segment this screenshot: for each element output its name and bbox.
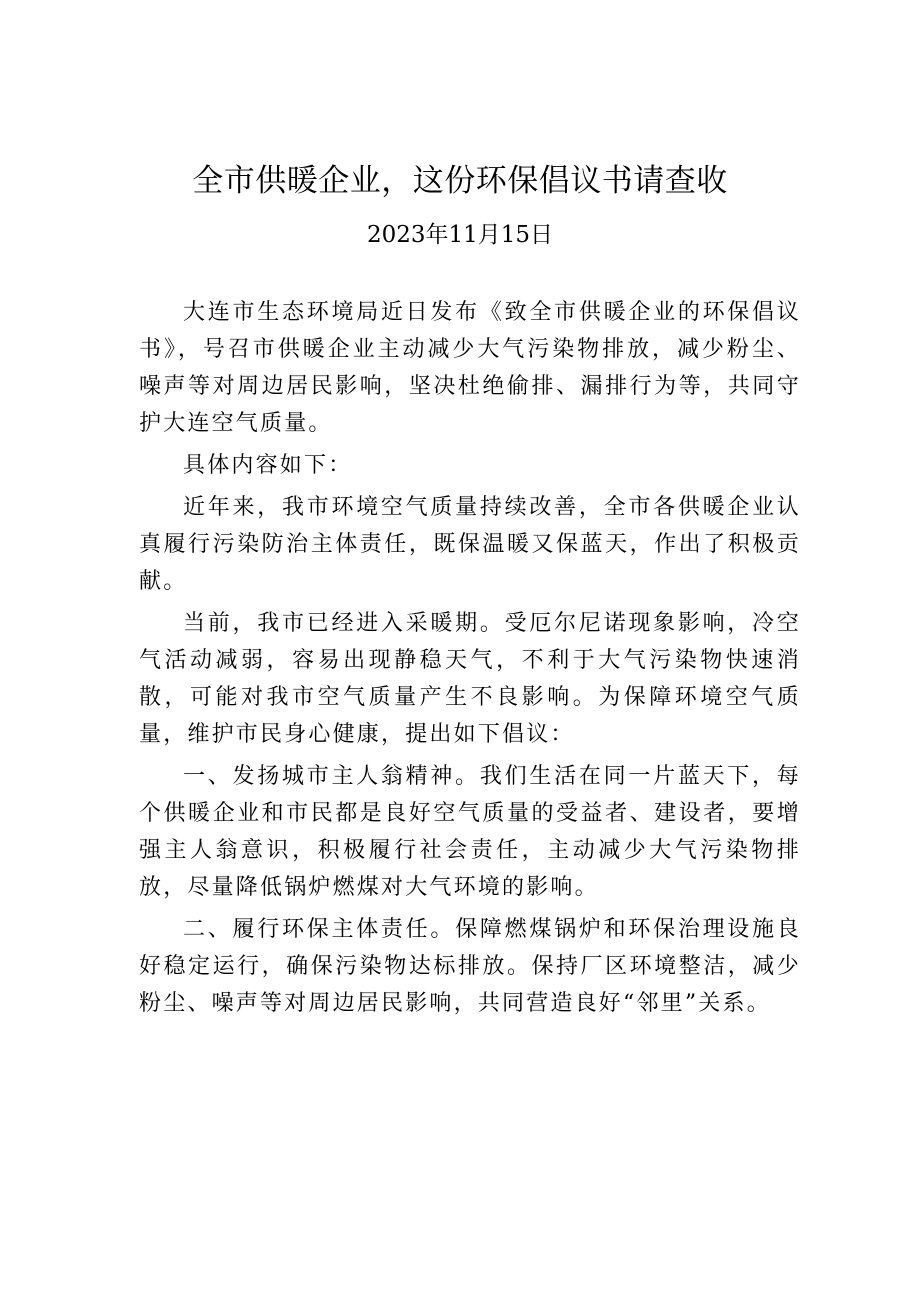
paragraph-current-situation: 当前，我市已经进入采暖期。受厄尔尼诺现象影响，冷空气活动减弱，容易出现静稳天气，不利于大气污染物快速消散，可能对我市空气质量产生不良影响。为保障环境空气质量，维护市民身心健康，提出如下倡议： [139,611,801,747]
paragraph-content-heading: 具体内容如下： [183,453,353,478]
paragraph-initiative-2: 二、履行环保主体责任。保障燃煤锅炉和环保治理设施良好稳定运行，确保污染物达标排放。保持厂区环境整洁，减少粉尘、噪声等对周边居民影响，共同营造良好“邻里”关系。 [139,917,801,1016]
document-title: 全市供暖企业，这份环保倡议书请查收 [192,163,728,199]
paragraph-background: 近年来，我市环境空气质量持续改善，全市各供暖企业认真履行污染防治主体责任，既保温暖又保蓝天，作出了积极贡献。 [139,495,801,594]
paragraph-intro: 大连市生态环境局近日发布《致全市供暖企业的环保倡议书》，号召市供暖企业主动减少大气污染物排放，减少粉尘、噪声等对周边居民影响，坚决杜绝偷排、漏排行为等，共同守护大连空气质量。 [139,300,801,436]
document-date: 2023年11月15日 [366,222,554,248]
document-body [139,294,801,1027]
paragraph-initiative-1: 一、发扬城市主人翁精神。我们生活在同一片蓝天下，每个供暖企业和市民都是良好空气质量的受益者、建设者，要增强主人翁意识，积极履行社会责任，主动减少大气污染物排放，尽量降低锅炉燃煤对大气环境的影响。 [139,764,801,900]
